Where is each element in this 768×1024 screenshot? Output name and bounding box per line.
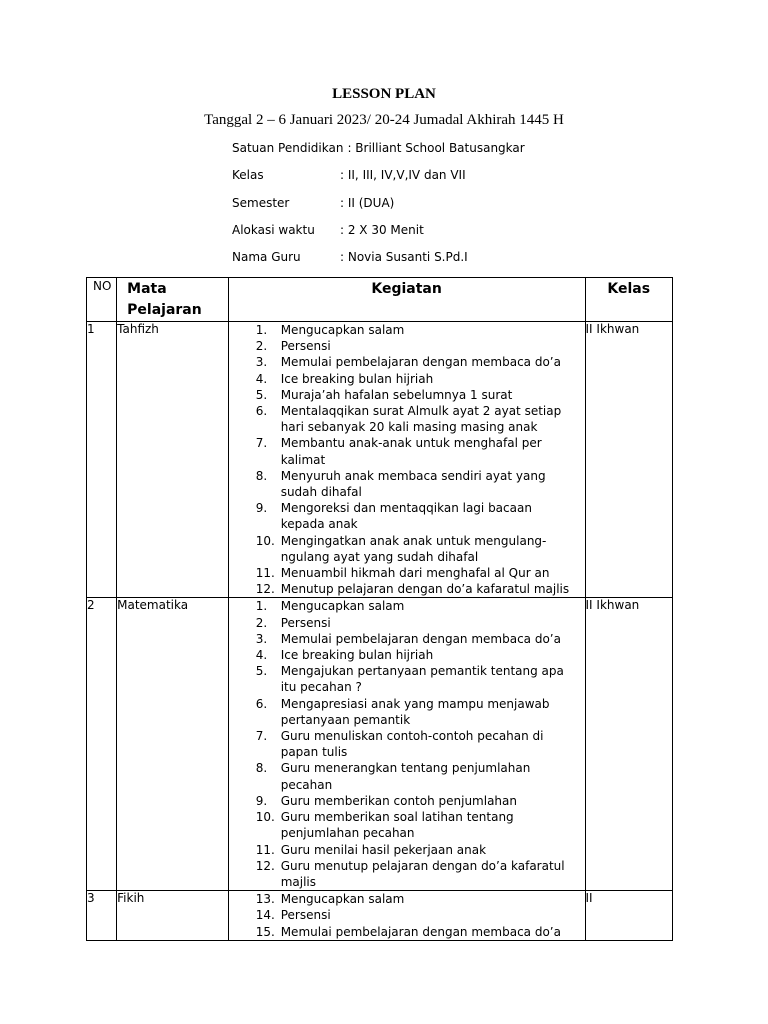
activity-number: 8. [255, 468, 268, 483]
activity-text: Guru menilai hasil pekerjaan anak [280, 842, 487, 857]
activity-text: Mentalaqqikan surat Almulk ayat 2 ayat setiap hari sebanyak 20 kali masing masing anak [280, 404, 562, 435]
table-row [87, 322, 673, 598]
activity-item [229, 387, 585, 403]
row-activities [228, 598, 585, 891]
activity-text: Menutup pelajaran dengan do’a kafaratul majlis [280, 582, 570, 597]
activity-text: Guru memberikan soal latihan tentang penjumlahan pecahan [280, 810, 514, 841]
activity-number: 10. [255, 533, 275, 548]
activity-text: Mengucapkan salam [280, 599, 405, 614]
activity-text: Guru menerangkan tentang penjumlahan pecahan [280, 761, 531, 792]
activity-item [229, 565, 585, 581]
document-title: LESSON PLAN [332, 86, 436, 102]
activity-text: Muraja’ah hafalan sebelumnya 1 surat [280, 387, 513, 402]
info-label: Semester [232, 195, 290, 210]
info-row-semester [232, 193, 525, 220]
row-class: II Ikhwan [585, 598, 672, 891]
activity-text: Menuambil hikmah dari menghafal al Qur an [280, 566, 550, 581]
activity-number: 5. [255, 387, 268, 402]
activity-item [229, 924, 585, 940]
row-subject: Fikih [117, 891, 229, 941]
activity-text: Mengoreksi dan mentaqqikan lagi bacaan kepada anak [280, 501, 532, 532]
activity-number: 6. [255, 404, 268, 419]
activity-text: Memulai pembelajaran dengan membaca do’a [280, 924, 561, 939]
activity-item [229, 647, 585, 663]
activity-number: 7. [255, 729, 268, 744]
table-header-row [87, 278, 673, 322]
activity-item [229, 696, 585, 728]
info-value: : Brilliant School Batusangkar [347, 141, 525, 155]
row-number: 3 [87, 891, 117, 941]
row-activities [228, 322, 585, 598]
table-row [87, 891, 673, 941]
activity-number: 7. [255, 436, 268, 451]
activity-number: 2. [255, 339, 268, 354]
activity-number: 9. [255, 793, 268, 808]
activity-item [229, 858, 585, 890]
activity-item [229, 760, 585, 792]
activity-text: Guru memberikan contoh penjumlahan [280, 793, 517, 808]
activity-list [229, 891, 585, 940]
activity-text: Guru menuliskan contoh-contoh pecahan di papan tulis [280, 729, 544, 760]
activity-text: Mengingatkan anak anak untuk mengulang-ngulang ayat yang sudah dihafal [280, 533, 547, 564]
activity-text: Membantu anak-anak untuk menghafal per kalimat [280, 436, 542, 467]
activity-number: 11. [255, 842, 275, 857]
activity-number: 14. [255, 908, 275, 923]
activity-number: 12. [255, 582, 275, 597]
activity-item [229, 581, 585, 597]
row-subject: Tahfizh [117, 322, 229, 598]
info-row-school [232, 138, 525, 165]
info-row-teacher [232, 247, 525, 274]
activity-number: 8. [255, 761, 268, 776]
activity-list [229, 598, 585, 890]
table-row [87, 598, 673, 891]
info-label: Alokasi waktu [232, 222, 315, 237]
lesson-info [232, 138, 525, 274]
activity-item [229, 403, 585, 435]
activity-list [229, 322, 585, 597]
activity-item [229, 354, 585, 370]
activity-item [229, 891, 585, 907]
info-label: Nama Guru [232, 250, 301, 265]
info-row-time [232, 220, 525, 247]
activity-text: Mengucapkan salam [280, 323, 405, 337]
activity-item [229, 631, 585, 647]
info-label: Kelas [232, 168, 264, 183]
activity-number: 11. [255, 566, 275, 581]
activity-text: Ice breaking bulan hijriah [280, 648, 434, 663]
info-row-class [232, 165, 525, 192]
activity-text: Persensi [280, 908, 331, 923]
activity-item [229, 615, 585, 631]
activity-text: Menyuruh anak membaca sendiri ayat yang sudah dihafal [280, 468, 546, 500]
activity-number: 12. [255, 858, 275, 873]
header-activities: Kegiatan [228, 278, 585, 322]
header-subject: Mata Pelajaran [117, 278, 229, 322]
row-subject: Matematika [117, 598, 229, 891]
activity-number: 1. [255, 599, 268, 614]
header-class: Kelas [585, 278, 672, 322]
activity-item [229, 533, 585, 565]
document-date: Tanggal 2 – 6 Januari 2023/ 20-24 Jumadal Akhirah 1445 H [204, 112, 564, 128]
activity-text: Mengapresiasi anak yang mampu menjawab pertanyaan pemantik [280, 696, 550, 727]
activity-number: 1. [255, 323, 268, 337]
activity-item [229, 435, 585, 467]
activity-text: Memulai pembelajaran dengan membaca do’a [280, 355, 561, 370]
activity-item [229, 500, 585, 532]
info-value: : II, III, IV,V,IV dan VII [340, 168, 466, 183]
activity-text: Persensi [280, 615, 331, 630]
activity-number: 9. [255, 501, 268, 516]
lesson-plan-table [86, 277, 673, 941]
activity-text: Ice breaking bulan hijriah [280, 371, 434, 386]
row-number: 1 [87, 322, 117, 598]
activity-item [229, 598, 585, 614]
info-label: Satuan Pendidikan [232, 141, 344, 155]
activity-item [229, 793, 585, 809]
info-value: : II (DUA) [340, 195, 395, 210]
activity-text: Mengucapkan salam [280, 892, 405, 907]
activity-number: 13. [255, 892, 275, 907]
header-no: NO [87, 278, 117, 322]
activity-item [229, 809, 585, 841]
activity-text: Memulai pembelajaran dengan membaca do’a [280, 631, 561, 646]
activity-text: Mengajukan pertanyaan pemantik tentang apa itu pecahan ? [280, 664, 564, 695]
activity-item [229, 371, 585, 387]
activity-number: 6. [255, 696, 268, 711]
info-value: : 2 X 30 Menit [340, 222, 424, 237]
activity-text: Persensi [280, 339, 331, 354]
activity-number: 4. [255, 371, 268, 386]
activity-number: 3. [255, 631, 268, 646]
activity-number: 4. [255, 648, 268, 663]
activity-item [229, 322, 585, 338]
activity-item [229, 338, 585, 354]
activity-number: 5. [255, 664, 268, 679]
row-number: 2 [87, 598, 117, 891]
row-class: II [585, 891, 672, 941]
activity-text: Guru menutup pelajaran dengan do’a kafaratul majlis [280, 858, 565, 889]
activity-item [229, 842, 585, 858]
activity-item [229, 663, 585, 695]
row-activities [228, 891, 585, 941]
activity-item [229, 728, 585, 760]
activity-number: 2. [255, 615, 268, 630]
activity-item [229, 907, 585, 923]
activity-number: 3. [255, 355, 268, 370]
activity-number: 10. [255, 810, 275, 825]
activity-item [229, 468, 585, 500]
row-class: II Ikhwan [585, 322, 672, 598]
activity-number: 15. [255, 924, 275, 939]
info-value: : Novia Susanti S.Pd.I [340, 250, 468, 265]
